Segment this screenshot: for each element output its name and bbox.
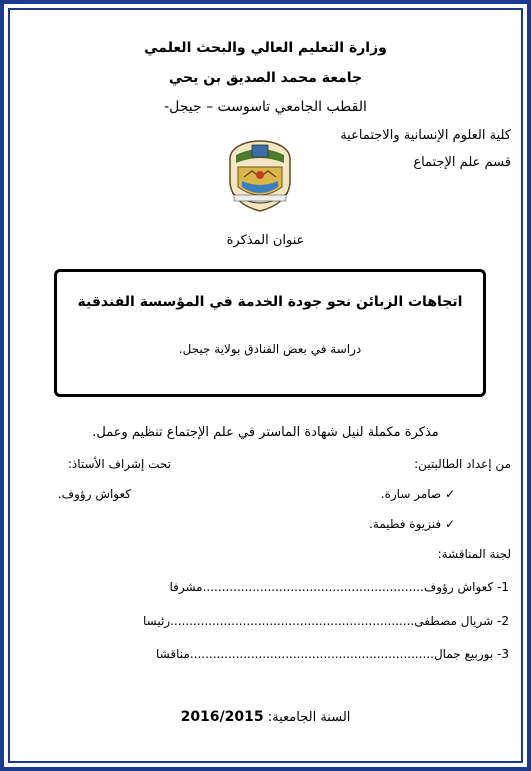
department-line: قسم علم الإجتماع	[413, 155, 511, 170]
thesis-title-label: عنوان المذكرة	[226, 233, 305, 248]
check-mark-icon: ✓	[444, 487, 455, 501]
university-line: جامعة محمد الصديق بن يحي	[168, 70, 363, 86]
student-name-2: ✓ فنزيوة فطيمة.	[369, 517, 455, 531]
degree-statement: مذكرة مكملة لنيل شهادة الماستر في علم الإجتماع تنظيم وعمل.	[92, 425, 439, 440]
university-seal-icon	[222, 137, 298, 213]
thesis-subtitle: دراسة في بعض الفنادق بولاية جيجل.	[178, 342, 362, 356]
committee-member-2: 2- شريال مصطفى................................................................رئيسا	[142, 614, 509, 628]
campus-line: القطب الجامعي تاسوست – جيجل-	[164, 99, 367, 115]
supervisor-name: كعواش رؤوف.	[57, 487, 131, 501]
students-label: من إعداد الطالبتين:	[414, 457, 511, 471]
academic-year	[0, 709, 531, 725]
thesis-title: اتجاهات الزبائن نحو جودة الخدمة في المؤسسة الفندقية	[77, 294, 463, 310]
committee-member-3: 3- بوربيع جمال................................................................مناقشا	[156, 647, 509, 661]
check-mark-icon: ✓	[444, 517, 455, 531]
academic-year-value: 2016/2015	[180, 709, 264, 725]
title-frame	[54, 269, 486, 397]
academic-year-label: السنة الجامعية:	[267, 710, 351, 725]
faculty-line: كلية العلوم الإنسانية والاجتماعية	[340, 128, 511, 143]
committee-label: لجنة المناقشة:	[437, 547, 511, 561]
ministry-line: وزارة التعليم العالي والبحث العلمي	[144, 40, 387, 56]
supervisor-label: تحت إشراف الأستاذ:	[67, 457, 171, 471]
student-name-1: ✓ صامر سارة.	[380, 487, 455, 501]
committee-member-1: 1- كعواش رؤوف..........................................................مشرفا	[169, 580, 509, 594]
